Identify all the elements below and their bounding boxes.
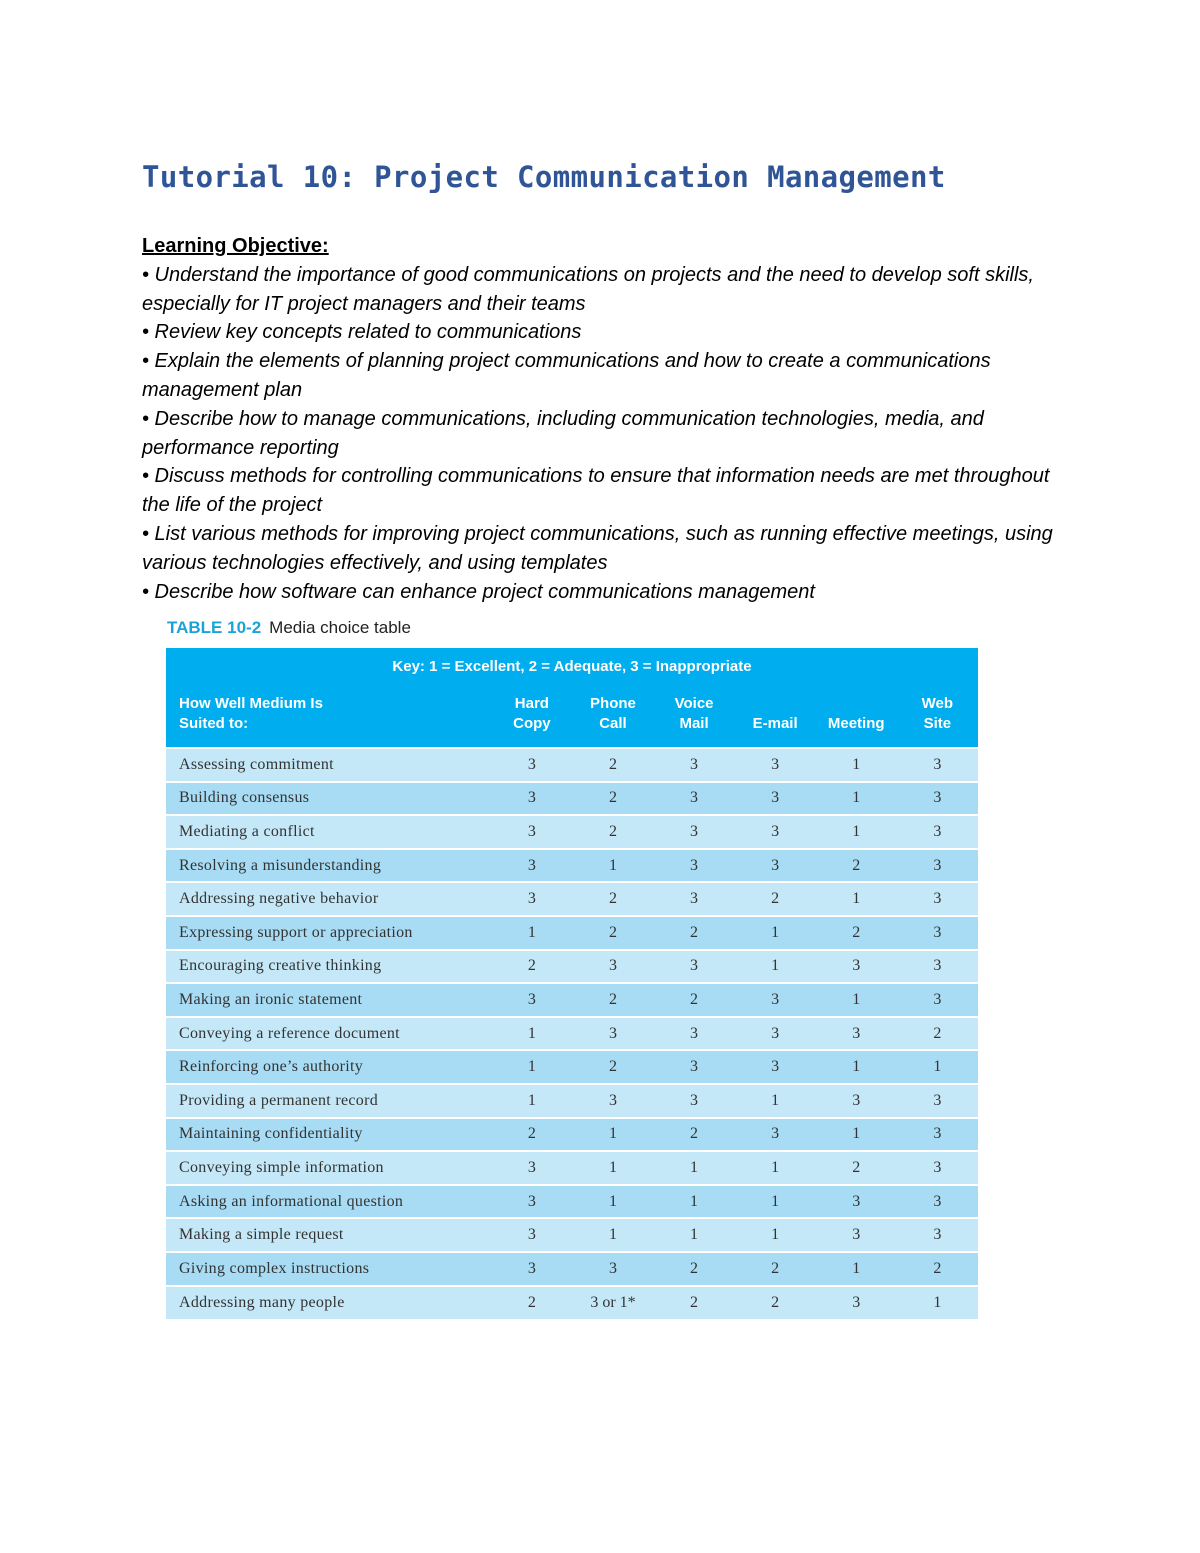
rating-cell: 3 xyxy=(491,782,572,816)
row-label-cell: Asking an informational question xyxy=(166,1185,491,1219)
rating-cell: 3 xyxy=(654,882,735,916)
rating-cell: 3 xyxy=(897,1185,978,1219)
rating-cell: 2 xyxy=(572,782,653,816)
rating-cell: 3 xyxy=(897,1151,978,1185)
rating-cell: 1 xyxy=(654,1218,735,1252)
rating-cell: 1 xyxy=(735,1084,816,1118)
rating-cell: 2 xyxy=(572,882,653,916)
rating-cell: 3 xyxy=(897,1118,978,1152)
rating-cell: 1 xyxy=(816,1050,897,1084)
rating-cell: 1 xyxy=(816,983,897,1017)
rating-cell: 3 xyxy=(491,1185,572,1219)
rating-cell: 3 xyxy=(491,1218,572,1252)
row-label-cell: Conveying simple information xyxy=(166,1151,491,1185)
rating-cell: 1 xyxy=(816,1252,897,1286)
rating-cell: 1 xyxy=(654,1185,735,1219)
rating-cell: 3 xyxy=(897,748,978,782)
rating-cell: 3 xyxy=(654,1050,735,1084)
rating-cell: 3 xyxy=(491,1151,572,1185)
rating-cell: 3 xyxy=(654,748,735,782)
rating-cell: 2 xyxy=(572,748,653,782)
table-row xyxy=(166,748,978,782)
column-header-line: Copy xyxy=(513,714,551,732)
column-header-line: Voice xyxy=(674,694,714,712)
table-row xyxy=(166,1218,978,1252)
column-header-line xyxy=(753,694,798,714)
rating-cell: 1 xyxy=(735,1185,816,1219)
rating-cell: 3 xyxy=(897,849,978,883)
rating-cell: 3 xyxy=(897,950,978,984)
rating-cell: 3 xyxy=(572,1252,653,1286)
rating-cell: 3 xyxy=(816,950,897,984)
table-title: Media choice table xyxy=(269,618,411,637)
rating-cell: 1 xyxy=(735,950,816,984)
objective-item: • Understand the importance of good communications on projects and the need to develop soft skills, especially for IT project managers and their teams xyxy=(142,263,1034,315)
rating-cell: 3 or 1* xyxy=(572,1286,653,1320)
row-label-cell: Conveying a reference document xyxy=(166,1017,491,1051)
column-header-medium xyxy=(897,684,978,748)
rating-cell: 3 xyxy=(654,1017,735,1051)
column-header-line: Suited to: xyxy=(179,714,249,732)
rating-cell: 2 xyxy=(491,950,572,984)
rating-cell: 2 xyxy=(816,916,897,950)
rating-cell: 1 xyxy=(572,1218,653,1252)
rating-cell: 2 xyxy=(897,1252,978,1286)
rating-cell: 1 xyxy=(491,916,572,950)
table-row xyxy=(166,849,978,883)
column-header-line: Hard xyxy=(514,694,549,712)
rating-cell: 3 xyxy=(654,950,735,984)
row-label-cell: Maintaining confidentiality xyxy=(166,1118,491,1152)
rating-cell: 3 xyxy=(735,849,816,883)
table-body xyxy=(166,748,978,1319)
rating-cell: 1 xyxy=(816,882,897,916)
rating-cell: 3 xyxy=(816,1084,897,1118)
row-label-cell: Giving complex instructions xyxy=(166,1252,491,1286)
rating-cell: 3 xyxy=(897,916,978,950)
rating-cell: 1 xyxy=(816,1118,897,1152)
column-header-line: Mail xyxy=(679,714,709,732)
row-label-cell: Making a simple request xyxy=(166,1218,491,1252)
rating-cell: 3 xyxy=(735,1050,816,1084)
table-row xyxy=(166,782,978,816)
rating-cell: 3 xyxy=(491,748,572,782)
row-label-cell: Assessing commitment xyxy=(166,748,491,782)
rating-cell: 3 xyxy=(654,849,735,883)
rating-cell: 3 xyxy=(816,1185,897,1219)
rating-cell: 1 xyxy=(654,1151,735,1185)
objective-item: • Describe how software can enhance project communications management xyxy=(142,580,815,603)
rating-cell: 2 xyxy=(491,1118,572,1152)
objective-item: • List various methods for improving project communications, such as running effective meetings, using various technologies effectively, and using templates xyxy=(142,522,1053,574)
rating-cell: 2 xyxy=(654,1118,735,1152)
table-row xyxy=(166,1185,978,1219)
row-label-cell: Addressing many people xyxy=(166,1286,491,1320)
rating-cell: 2 xyxy=(816,1151,897,1185)
objectives-heading: Learning Objective: xyxy=(142,235,329,257)
rating-cell: 2 xyxy=(735,1252,816,1286)
column-header-medium xyxy=(735,684,816,748)
table-row xyxy=(166,916,978,950)
table-row xyxy=(166,1252,978,1286)
row-label-cell: Resolving a misunderstanding xyxy=(166,849,491,883)
rating-cell: 1 xyxy=(816,748,897,782)
rating-cell: 3 xyxy=(654,782,735,816)
rating-cell: 1 xyxy=(816,815,897,849)
objective-item: • Explain the elements of planning project communications and how to create a communications management plan xyxy=(142,350,991,401)
table-row xyxy=(166,815,978,849)
media-choice-table xyxy=(166,648,978,1319)
objective-item: • Discuss methods for controlling communications to ensure that information needs are met throughout the life of the project xyxy=(142,465,1050,517)
rating-cell: 3 xyxy=(654,1084,735,1118)
rating-cell: 3 xyxy=(491,1252,572,1286)
row-label-cell: Providing a permanent record xyxy=(166,1084,491,1118)
table-header-row xyxy=(166,684,978,748)
rating-cell: 2 xyxy=(654,1286,735,1320)
table-number: TABLE 10-2 xyxy=(167,618,262,637)
row-label-cell: Reinforcing one’s authority xyxy=(166,1050,491,1084)
rating-cell: 1 xyxy=(491,1050,572,1084)
rating-cell: 2 xyxy=(654,916,735,950)
rating-cell: 3 xyxy=(491,983,572,1017)
column-header-line: Web xyxy=(921,694,954,712)
rating-cell: 3 xyxy=(897,1084,978,1118)
rating-cell: 3 xyxy=(816,1286,897,1320)
page-title: Tutorial 10: Project Communication Management xyxy=(142,160,946,194)
column-header-line: Site xyxy=(923,714,952,732)
rating-cell: 3 xyxy=(897,882,978,916)
row-label-cell: Encouraging creative thinking xyxy=(166,950,491,984)
rating-cell: 3 xyxy=(816,1017,897,1051)
rating-cell: 3 xyxy=(572,1017,653,1051)
column-header-line: Meeting xyxy=(827,714,885,732)
row-label-cell: Expressing support or appreciation xyxy=(166,916,491,950)
row-label-cell: Addressing negative behavior xyxy=(166,882,491,916)
column-header-line: E-mail xyxy=(752,714,798,732)
table-caption xyxy=(167,618,411,638)
column-header-line xyxy=(828,694,885,714)
rating-cell: 2 xyxy=(654,983,735,1017)
table-row xyxy=(166,1118,978,1152)
rating-cell: 3 xyxy=(735,983,816,1017)
objective-item: • Review key concepts related to communications xyxy=(142,321,582,344)
table-row xyxy=(166,1050,978,1084)
rating-cell: 3 xyxy=(735,782,816,816)
table-key-row xyxy=(166,648,978,684)
rating-cell: 2 xyxy=(572,983,653,1017)
rating-cell: 1 xyxy=(572,1185,653,1219)
table-row xyxy=(166,1084,978,1118)
column-header-medium xyxy=(816,684,897,748)
rating-cell: 3 xyxy=(897,815,978,849)
column-header-line: How Well Medium Is xyxy=(179,694,323,712)
row-label-cell: Mediating a conflict xyxy=(166,815,491,849)
rating-cell: 2 xyxy=(572,1050,653,1084)
rating-cell: 2 xyxy=(735,1286,816,1320)
table-row xyxy=(166,983,978,1017)
table-row xyxy=(166,1151,978,1185)
rating-cell: 3 xyxy=(897,782,978,816)
rating-cell: 3 xyxy=(491,815,572,849)
rating-cell: 1 xyxy=(897,1050,978,1084)
rating-cell: 1 xyxy=(897,1286,978,1320)
column-header-task xyxy=(166,684,491,748)
rating-cell: 3 xyxy=(897,1218,978,1252)
learning-objectives xyxy=(142,232,1072,606)
rating-cell: 1 xyxy=(735,1151,816,1185)
row-label-cell: Making an ironic statement xyxy=(166,983,491,1017)
table-key: Key: 1 = Excellent, 2 = Adequate, 3 = Inappropriate xyxy=(166,648,978,684)
rating-cell: 3 xyxy=(897,983,978,1017)
rating-cell: 1 xyxy=(572,849,653,883)
rating-cell: 1 xyxy=(491,1084,572,1118)
table-row xyxy=(166,1286,978,1320)
rating-cell: 3 xyxy=(816,1218,897,1252)
rating-cell: 2 xyxy=(897,1017,978,1051)
rating-cell: 3 xyxy=(491,882,572,916)
rating-cell: 2 xyxy=(735,882,816,916)
rating-cell: 3 xyxy=(654,815,735,849)
rating-cell: 1 xyxy=(735,1218,816,1252)
rating-cell: 1 xyxy=(735,916,816,950)
table-row xyxy=(166,1017,978,1051)
rating-cell: 2 xyxy=(491,1286,572,1320)
rating-cell: 1 xyxy=(491,1017,572,1051)
rating-cell: 3 xyxy=(491,849,572,883)
rating-cell: 1 xyxy=(572,1151,653,1185)
rating-cell: 3 xyxy=(735,748,816,782)
rating-cell: 1 xyxy=(572,1118,653,1152)
rating-cell: 3 xyxy=(735,1017,816,1051)
column-header-medium xyxy=(654,684,735,748)
rating-cell: 3 xyxy=(735,1118,816,1152)
rating-cell: 1 xyxy=(816,782,897,816)
rating-cell: 2 xyxy=(572,815,653,849)
row-label-cell: Building consensus xyxy=(166,782,491,816)
rating-cell: 3 xyxy=(572,950,653,984)
rating-cell: 2 xyxy=(816,849,897,883)
rating-cell: 3 xyxy=(735,815,816,849)
column-header-line: Call xyxy=(599,714,627,732)
rating-cell: 2 xyxy=(654,1252,735,1286)
rating-cell: 2 xyxy=(572,916,653,950)
column-header-medium xyxy=(491,684,572,748)
column-header-medium xyxy=(572,684,653,748)
table-row xyxy=(166,882,978,916)
rating-cell: 3 xyxy=(572,1084,653,1118)
column-header-line: Phone xyxy=(590,694,636,712)
objective-item: • Describe how to manage communications, including communication technologies, media, and performance reporting xyxy=(142,407,984,459)
table-row xyxy=(166,950,978,984)
